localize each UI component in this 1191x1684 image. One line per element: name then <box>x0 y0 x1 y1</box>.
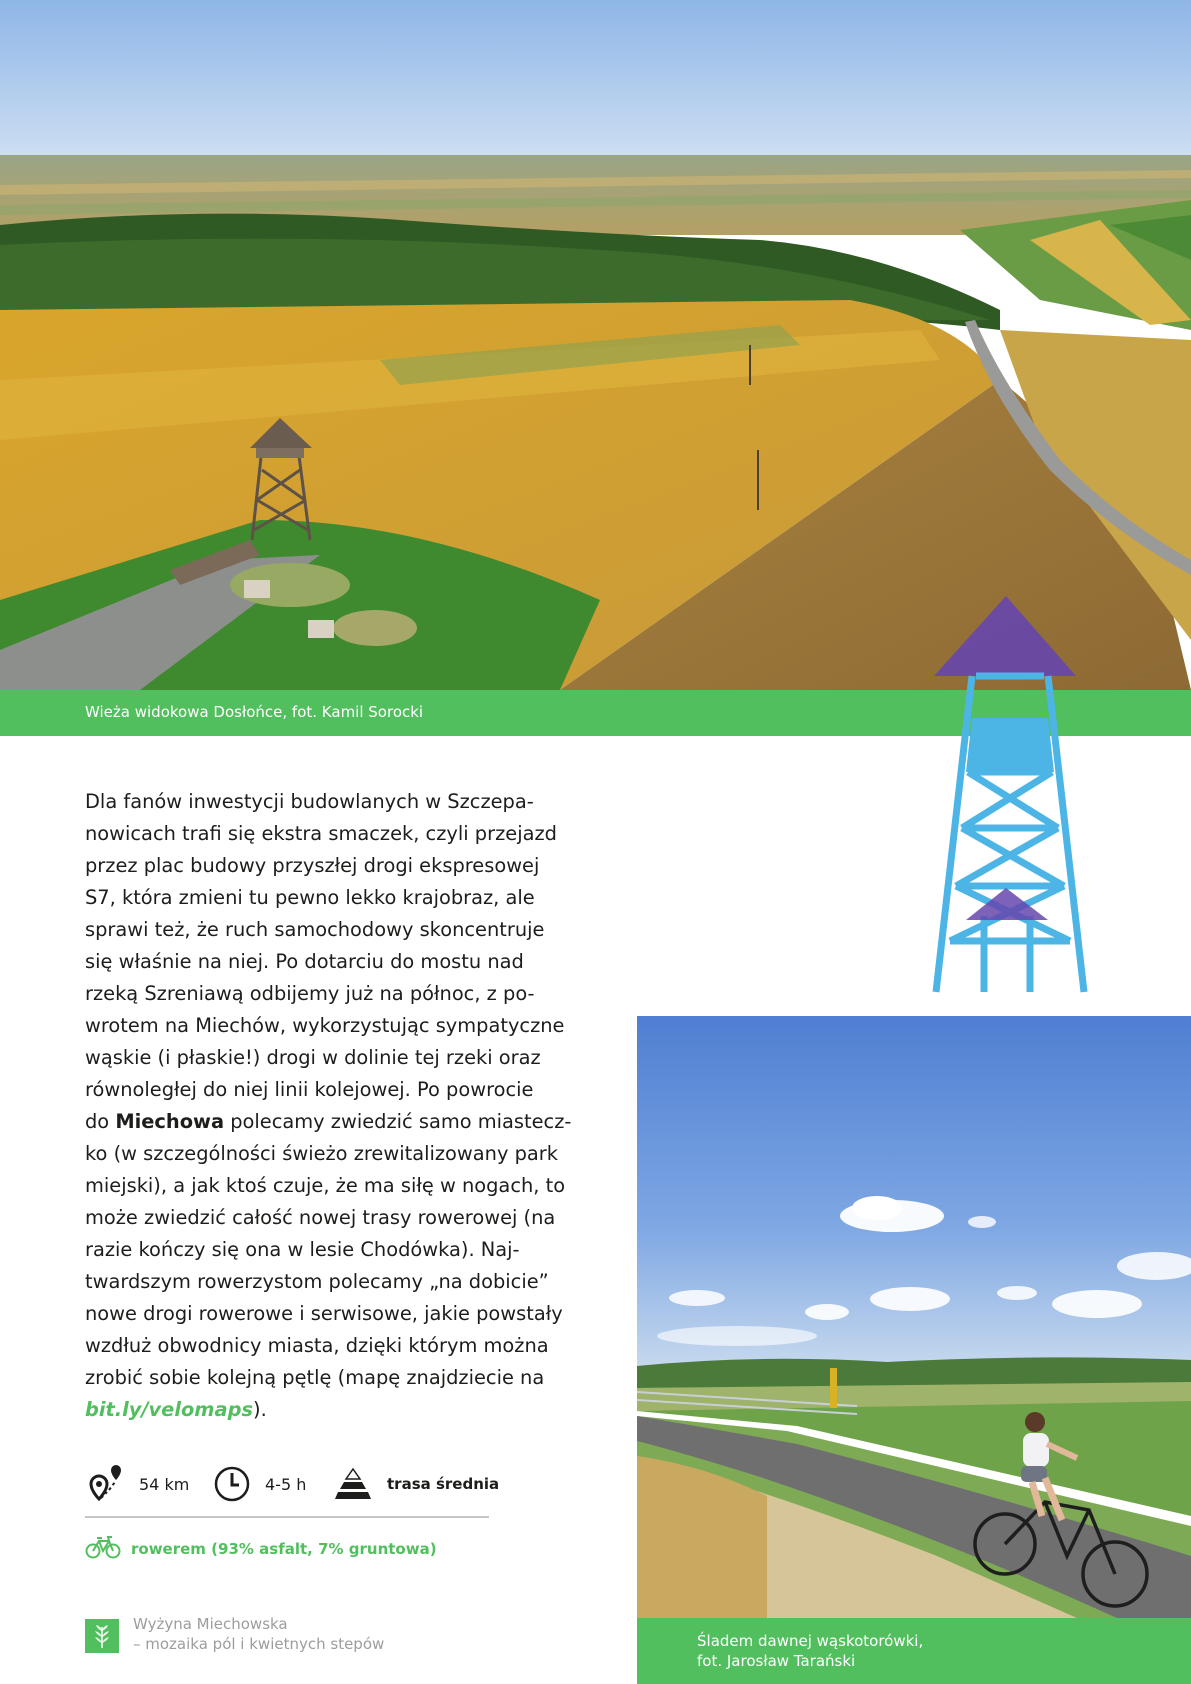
body-line: miejski), a jak ktoś czuje, że ma siłę w nogach, to <box>85 1174 566 1197</box>
place-name-miechow: Miechowa <box>115 1110 225 1133</box>
footer-line-2: – mozaika pól i kwietnych stepów <box>133 1635 385 1653</box>
body-line: się właśnie na niej. Po dotarciu do mostu nad <box>85 950 524 973</box>
clock-icon <box>213 1465 251 1503</box>
body-line: wzdłuż obwodnicy miasta, dzięki którym można <box>85 1334 549 1357</box>
body-line: zrobić sobie kolejną pętlę (mapę znajdziecie na <box>85 1366 545 1389</box>
body-line: ko (w szczególności świeżo zrewitalizowany park <box>85 1142 558 1165</box>
time-value: 4-5 h <box>265 1474 307 1494</box>
bicycle-icon <box>85 1535 121 1563</box>
body-line: bit.ly/velomaps). <box>85 1398 267 1421</box>
footer <box>85 1614 384 1654</box>
hero-photo <box>0 0 1191 690</box>
body-line: S7, która zmieni tu pewno lekko krajobraz, ale <box>85 886 535 909</box>
difficulty-value: trasa średnia <box>387 1475 500 1493</box>
footer-text <box>133 1614 384 1654</box>
body-line: równoległej do niej linii kolejowej. Po powrocie <box>85 1078 534 1101</box>
route-pin-icon <box>85 1464 125 1504</box>
difficulty-pyramid-icon <box>333 1467 373 1501</box>
divider <box>85 1516 489 1518</box>
transport-mode-label: rowerem (93% asfalt, 7% gruntowa) <box>131 1540 437 1558</box>
transport-mode <box>85 1534 437 1564</box>
time-info <box>213 1462 306 1506</box>
cyclist-caption-line-2: fot. Jarosław Tarański <box>697 1652 856 1670</box>
article-body <box>85 786 572 1426</box>
body-line: do Miechowa polecamy zwiedzić samo miastecz- <box>85 1110 572 1133</box>
wheat-logo-icon <box>85 1619 119 1653</box>
difficulty-info <box>333 1462 499 1506</box>
body-line: wąskie (i płaskie!) drogi w dolinie tej rzeki oraz <box>85 1046 541 1069</box>
body-line: może zwiedzić całość nowej trasy rowerowej (na <box>85 1206 556 1229</box>
distance-value: 54 km <box>139 1474 190 1494</box>
body-line: przez plac budowy przyszłej drogi ekspresowej <box>85 854 540 877</box>
body-line: sprawi też, że ruch samochodowy skoncentruje <box>85 918 545 941</box>
body-line: Dla fanów inwestycji budowlanych w Szczepa- <box>85 790 534 813</box>
tower-illustration <box>910 596 1110 996</box>
distance-info <box>85 1462 189 1506</box>
body-line: razie kończy się ona w lesie Chodówka). Naj- <box>85 1238 520 1261</box>
cyclist-caption-line-1: Śladem dawnej wąskotorówki, <box>697 1632 924 1650</box>
velomaps-link[interactable]: bit.ly/velomaps <box>85 1398 254 1421</box>
hero-caption: Wieża widokowa Dosłońce, fot. Kamil Sorocki <box>85 703 424 721</box>
route-info <box>85 1462 500 1506</box>
body-line: rzeką Szreniawą odbijemy już na północ, z po- <box>85 982 535 1005</box>
body-line: wrotem na Miechów, wykorzystując sympatyczne <box>85 1014 565 1037</box>
body-line: twardszym rowerzystom polecamy „na dobicie” <box>85 1270 549 1293</box>
cyclist-caption <box>697 1631 923 1671</box>
body-line: nowe drogi rowerowe i serwisowe, jakie powstały <box>85 1302 563 1325</box>
footer-line-1: Wyżyna Miechowska <box>133 1615 288 1633</box>
cyclist-photo <box>637 1016 1191 1618</box>
body-line: nowicach trafi się ekstra smaczek, czyli przejazd <box>85 822 557 845</box>
